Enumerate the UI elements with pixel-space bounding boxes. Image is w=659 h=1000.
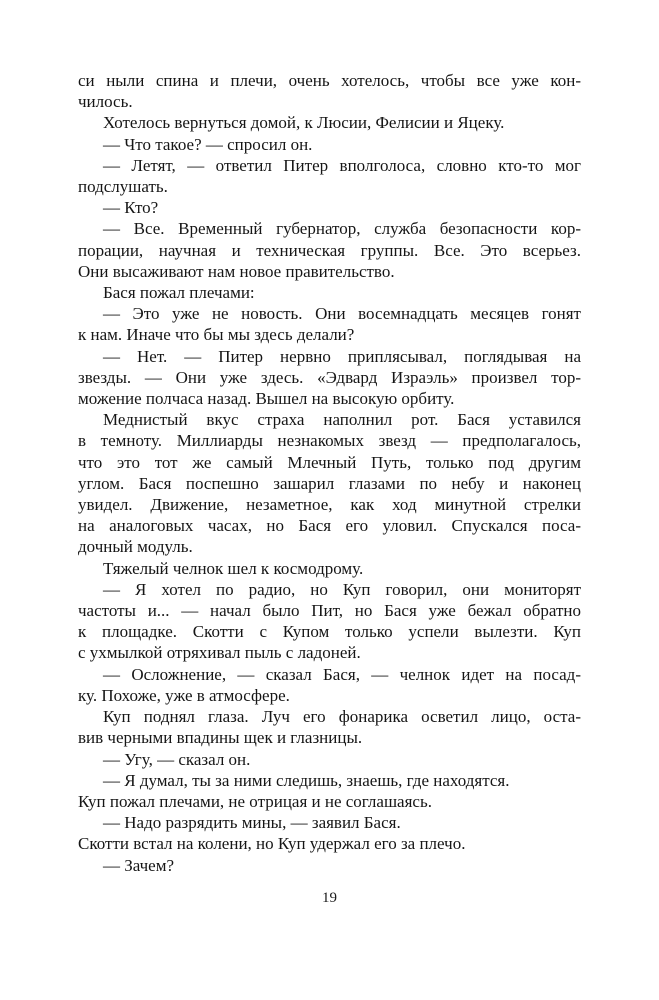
text-line: — Летят, — ответил Питер вполголоса, словно кто-то мог [103, 155, 581, 175]
text-line: — Осложнение, — сказал Бася, — челнок идет на посад- [103, 664, 581, 684]
text-line: с ухмылкой отряхивал пыль с ладоней. [78, 643, 361, 663]
text-line: можение полчаса назад. Вышел на высокую орбиту. [78, 389, 455, 409]
text-line: углом. Бася поспешно зашарил глазами по небу и наконец [78, 473, 581, 493]
text-line: — Все. Временный губернатор, служба безопасности кор- [103, 219, 581, 239]
text-line: Куп пожал плечами, не отрицая и не соглашаясь. [78, 791, 432, 811]
text-line: частоты и... — начал было Пит, но Бася уже бежал обратно [78, 601, 581, 621]
text-line: — Я думал, ты за ними следишь, знаешь, где находятся. [103, 770, 510, 790]
text-line: Хотелось вернуться домой, к Люсии, Фелисии и Яцеку. [103, 113, 505, 133]
text-line: звезды. — Они уже здесь. «Эдвард Израэль» произвел тор- [78, 367, 581, 387]
text-line: — Что такое? — спросил он. [103, 134, 313, 154]
text-line: — Зачем? [103, 855, 175, 875]
text-line: си ныли спина и плечи, очень хотелось, чтобы все уже кон- [78, 71, 581, 90]
text-line: в темноту. Миллиарды незнакомых звезд — предполагалось, [78, 431, 581, 451]
text-line: Куп поднял глаза. Луч его фонарика осветил лицо, оста- [103, 707, 581, 727]
text-line: к площадке. Скотти с Купом только успели вылезти. Куп [78, 622, 581, 642]
text-line: чилось. [78, 92, 133, 112]
text-line: Меднистый вкус страха наполнил рот. Бася уставился [103, 410, 581, 430]
text-line: на аналоговых часах, но Бася его уловил. Спускался поса- [78, 516, 581, 536]
text-line: что это тот же самый Млечный Путь, только под другим [78, 452, 581, 472]
text-line: вив черными впадины щек и глазницы. [78, 728, 363, 748]
text-line: — Надо разрядить мины, — заявил Бася. [103, 813, 401, 833]
text-line: дочный модуль. [78, 537, 193, 557]
text-line: — Нет. — Питер нервно приплясывал, поглядывая на [103, 346, 581, 366]
page-number: 19 [322, 890, 337, 906]
text-line: подслушать. [78, 177, 168, 197]
text-line: — Я хотел по радио, но Куп говорил, они мониторят [103, 579, 581, 599]
text-line: Бася пожал плечами: [103, 283, 255, 303]
text-line: порации, научная и техническая группы. Все. Это всерьез. [78, 240, 581, 260]
text-line: Тяжелый челнок шел к космодрому. [103, 558, 364, 578]
page-text [78, 70, 581, 876]
text-line: Скотти встал на колени, но Куп удержал его за плечо. [78, 834, 466, 854]
text-line: — Угу, — сказал он. [103, 749, 251, 769]
text-line: ку. Похоже, уже в атмосфере. [78, 685, 290, 705]
text-line: увидел. Движение, незаметное, как ход минутной стрелки [78, 495, 581, 515]
text-line: — Это уже не новость. Они восемнадцать месяцев гонят [103, 304, 581, 324]
text-line: Они высаживают нам новое правительство. [78, 261, 395, 281]
text-line: к нам. Иначе что бы мы здесь делали? [78, 325, 355, 345]
text-line: — Кто? [103, 198, 159, 218]
